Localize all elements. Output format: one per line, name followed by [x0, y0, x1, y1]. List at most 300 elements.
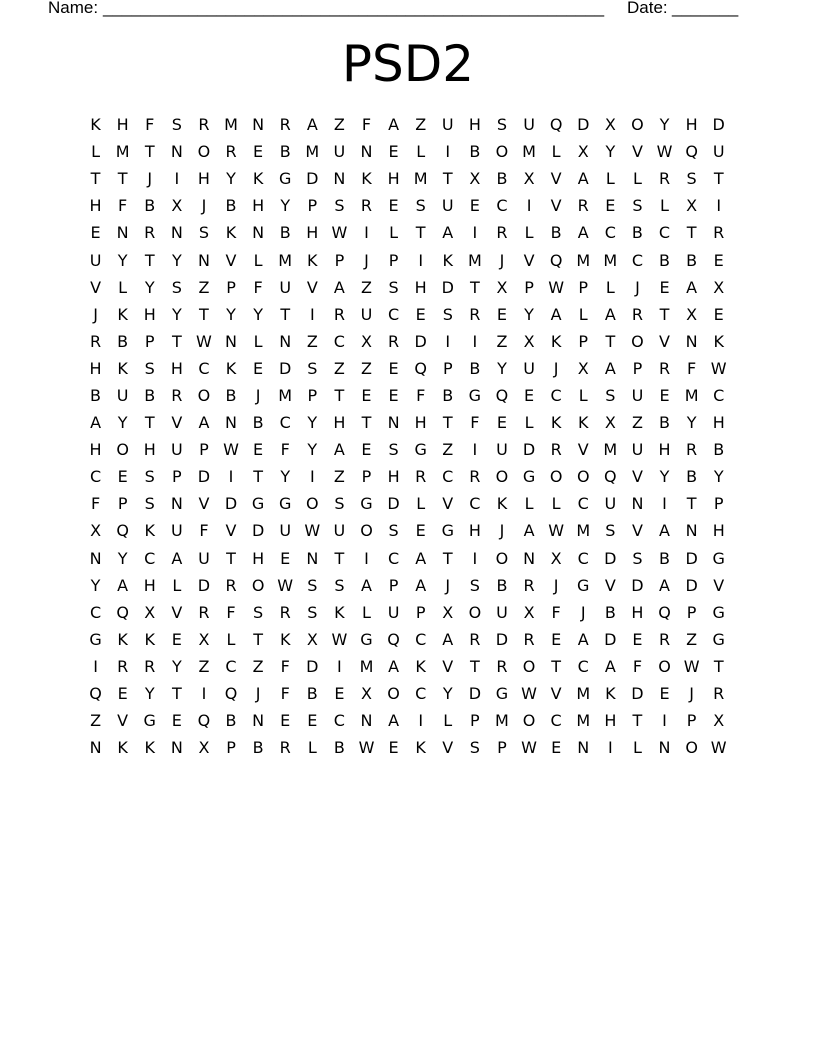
grid-letter: C	[225, 656, 237, 676]
grid-letter: X	[713, 711, 725, 731]
grid-letter: R	[360, 196, 373, 216]
grid-letter: R	[279, 738, 291, 758]
grid-letter: K	[361, 169, 372, 189]
grid-letter: N	[225, 413, 237, 433]
grid-letter: E	[496, 413, 507, 433]
grid-letter: K	[550, 331, 562, 351]
grid-letter: A	[333, 440, 345, 460]
grid-letter: K	[117, 629, 128, 649]
grid-letter: R	[388, 331, 400, 351]
date-field[interactable]: _______	[672, 0, 739, 17]
grid-letter: B	[496, 575, 508, 595]
grid-letter: E	[415, 304, 426, 324]
grid-letter: V	[577, 440, 589, 460]
grid-letter: B	[659, 413, 670, 433]
grid-letter: V	[442, 656, 454, 676]
grid-letter: M	[522, 142, 536, 162]
grid-letter: A	[442, 223, 454, 243]
grid-letter: R	[658, 629, 671, 649]
grid-letter: N	[387, 413, 400, 433]
grid-letter: U	[496, 440, 508, 460]
grid-letter: L	[118, 277, 128, 297]
grid-letter: P	[524, 277, 534, 297]
grid-letter: P	[199, 440, 209, 460]
grid-letter: N	[89, 548, 102, 568]
grid-letter: Z	[198, 656, 210, 676]
grid-letter: C	[577, 656, 589, 676]
grid-letter: N	[523, 548, 536, 568]
grid-letter: L	[226, 629, 236, 649]
grid-letter: N	[116, 223, 129, 243]
grid-letter: A	[523, 521, 535, 541]
grid-letter: P	[388, 250, 399, 270]
grid-letter: T	[171, 331, 182, 351]
grid-letter: X	[171, 196, 183, 216]
grid-letter: N	[170, 142, 183, 162]
grid-letter: H	[143, 304, 156, 324]
grid-letter: K	[144, 521, 155, 541]
grid-letter: T	[469, 656, 480, 676]
grid-letter: F	[199, 521, 209, 541]
grid-letter: F	[253, 277, 263, 297]
grid-letter: U	[333, 521, 346, 541]
grid-letter: A	[686, 277, 698, 297]
grid-letter: S	[605, 385, 616, 405]
grid-letter: B	[686, 467, 698, 487]
grid-letter: I	[228, 467, 234, 487]
grid-letter: O	[116, 440, 129, 460]
grid-letter: A	[659, 575, 670, 595]
grid-letter: P	[497, 738, 507, 758]
grid-letter: M	[684, 385, 699, 405]
grid-letter: Q	[604, 467, 617, 487]
grid-letter: O	[306, 494, 319, 514]
grid-letter: N	[360, 142, 373, 162]
grid-letter: W	[521, 684, 537, 704]
grid-letter: R	[658, 358, 671, 378]
grid-letter: I	[337, 656, 342, 676]
grid-letter: D	[197, 467, 211, 487]
grid-letter: P	[172, 467, 182, 487]
grid-letter: Y	[442, 684, 453, 704]
grid-letter: G	[279, 169, 292, 189]
grid-letter: U	[441, 196, 454, 216]
grid-letter: Z	[442, 440, 454, 460]
grid-letter: Q	[549, 115, 563, 135]
grid-letter: J	[255, 684, 261, 704]
grid-letter: P	[686, 711, 697, 731]
grid-letter: U	[523, 358, 535, 378]
grid-letter: B	[333, 738, 345, 758]
grid-letter: B	[279, 223, 291, 243]
grid-letter: K	[90, 115, 101, 135]
grid-letter: I	[364, 223, 369, 243]
grid-letter: T	[442, 548, 453, 568]
grid-letter: Z	[333, 358, 345, 378]
grid-letter: H	[143, 440, 156, 460]
grid-letter: M	[467, 250, 482, 270]
grid-letter: X	[713, 277, 725, 297]
word-search-grid	[82, 111, 732, 761]
grid-letter: O	[631, 115, 644, 135]
grid-letter: Q	[495, 385, 509, 405]
grid-letter: C	[604, 223, 616, 243]
grid-letter: N	[658, 738, 671, 758]
grid-letter: K	[225, 358, 237, 378]
grid-letter: D	[522, 440, 536, 460]
grid-row	[82, 490, 732, 517]
grid-letter: R	[225, 142, 237, 162]
grid-letter: N	[252, 711, 265, 731]
grid-letter: A	[306, 115, 318, 135]
grid-row	[82, 517, 732, 544]
grid-letter: Q	[414, 358, 427, 378]
grid-letter: S	[442, 304, 453, 324]
grid-letter: M	[576, 521, 591, 541]
grid-letter: Y	[524, 304, 534, 324]
grid-letter: Y	[713, 467, 724, 487]
grid-letter: R	[713, 223, 725, 243]
grid-letter: O	[549, 467, 563, 487]
grid-letter: T	[605, 331, 616, 351]
grid-letter: I	[526, 196, 532, 216]
grid-letter: B	[469, 358, 481, 378]
grid-row	[82, 409, 732, 436]
grid-letter: Z	[333, 467, 345, 487]
grid-letter: A	[550, 304, 562, 324]
grid-letter: Y	[144, 684, 155, 704]
grid-letter: U	[360, 304, 373, 324]
grid-letter: E	[280, 711, 291, 731]
grid-letter: Z	[252, 656, 264, 676]
grid-letter: Y	[497, 358, 507, 378]
grid-letter: M	[576, 250, 591, 270]
grid-letter: R	[279, 115, 291, 135]
grid-letter: S	[334, 494, 345, 514]
grid-letter: F	[145, 115, 155, 135]
grid-letter: P	[470, 711, 480, 731]
grid-letter: V	[523, 250, 535, 270]
grid-letter: V	[442, 738, 454, 758]
grid-letter: C	[144, 548, 156, 568]
grid-letter: H	[252, 196, 265, 216]
grid-letter: A	[604, 656, 616, 676]
grid-letter: Y	[171, 304, 182, 324]
grid-letter: F	[280, 684, 290, 704]
grid-letter: L	[389, 223, 399, 243]
grid-letter: H	[387, 467, 400, 487]
grid-letter: T	[334, 548, 345, 568]
grid-letter: A	[388, 115, 400, 135]
grid-letter: B	[225, 711, 237, 731]
grid-letter: D	[306, 656, 319, 676]
grid-letter: A	[415, 575, 427, 595]
grid-letter: Z	[415, 115, 427, 135]
grid-letter: S	[144, 467, 155, 487]
grid-letter: X	[550, 548, 562, 568]
grid-letter: B	[252, 413, 264, 433]
grid-letter: D	[468, 684, 482, 704]
grid-letter: W	[656, 142, 673, 162]
grid-letter: O	[631, 331, 644, 351]
grid-letter: U	[712, 142, 725, 162]
grid-letter: V	[198, 494, 210, 514]
grid-letter: U	[198, 548, 210, 568]
grid-letter: A	[577, 223, 589, 243]
grid-letter: L	[91, 142, 100, 162]
grid-letter: D	[631, 575, 644, 595]
grid-letter: T	[117, 169, 128, 189]
grid-letter: F	[632, 656, 643, 676]
grid-letter: G	[414, 440, 427, 460]
grid-letter: Y	[659, 115, 670, 135]
grid-letter: Q	[197, 711, 211, 731]
grid-letter: X	[577, 358, 589, 378]
grid-letter: B	[279, 142, 291, 162]
grid-letter: G	[360, 629, 373, 649]
grid-letter: S	[198, 223, 209, 243]
grid-letter: A	[198, 413, 210, 433]
grid-letter: F	[90, 494, 101, 514]
grid-letter: B	[442, 385, 454, 405]
grid-letter: K	[334, 602, 345, 622]
grid-letter: J	[499, 521, 505, 541]
grid-letter: T	[90, 169, 101, 189]
grid-letter: A	[117, 575, 129, 595]
grid-letter: X	[469, 169, 481, 189]
grid-letter: X	[90, 521, 102, 541]
grid-letter: R	[171, 385, 183, 405]
grid-letter: F	[470, 413, 480, 433]
grid-letter: L	[416, 142, 426, 162]
grid-letter: U	[387, 602, 400, 622]
grid-letter: I	[662, 711, 667, 731]
grid-letter: D	[495, 629, 509, 649]
grid-letter: Y	[226, 169, 236, 189]
grid-letter: F	[226, 602, 236, 622]
date-label: Date:	[627, 0, 668, 17]
grid-letter: L	[307, 738, 317, 758]
grid-letter: U	[604, 494, 617, 514]
grid-letter: N	[279, 331, 292, 351]
grid-letter: I	[472, 440, 478, 460]
grid-letter: U	[631, 385, 644, 405]
grid-letter: K	[117, 738, 128, 758]
grid-letter: X	[306, 629, 318, 649]
grid-letter: H	[604, 711, 617, 731]
grid-letter: R	[225, 575, 237, 595]
grid-letter: T	[686, 223, 697, 243]
grid-letter: N	[685, 331, 698, 351]
grid-letter: W	[548, 277, 565, 297]
grid-letter: T	[442, 413, 453, 433]
name-field[interactable]: _____________________________________________________	[103, 0, 605, 17]
grid-letter: E	[605, 196, 616, 216]
grid-letter: L	[551, 494, 561, 514]
grid-letter: I	[418, 711, 424, 731]
grid-letter: R	[713, 684, 725, 704]
grid-letter: J	[499, 250, 505, 270]
grid-letter: L	[524, 413, 534, 433]
grid-letter: K	[117, 304, 128, 324]
grid-letter: S	[144, 358, 155, 378]
grid-letter: E	[90, 223, 101, 243]
grid-letter: E	[334, 684, 345, 704]
grid-letter: E	[280, 548, 291, 568]
grid-letter: D	[604, 548, 617, 568]
grid-letter: O	[495, 142, 509, 162]
grid-letter: Y	[280, 196, 291, 216]
page-title: PSD2	[341, 35, 475, 93]
grid-letter: J	[689, 684, 694, 704]
grid-letter: R	[333, 304, 345, 324]
grid-letter: R	[469, 467, 481, 487]
grid-letter: V	[225, 521, 237, 541]
grid-letter: N	[170, 223, 183, 243]
grid-row	[82, 463, 732, 490]
grid-letter: Y	[144, 277, 155, 297]
grid-letter: M	[576, 711, 591, 731]
name-label: Name:	[48, 0, 99, 17]
grid-letter: F	[551, 602, 561, 622]
grid-letter: H	[414, 277, 427, 297]
grid-letter: O	[576, 467, 590, 487]
grid-letter: H	[306, 223, 319, 243]
grid-letter: E	[551, 629, 562, 649]
grid-letter: U	[89, 250, 102, 270]
grid-letter: B	[713, 440, 725, 460]
grid-letter: C	[631, 250, 643, 270]
grid-letter: M	[115, 142, 130, 162]
grid-letter: L	[605, 169, 615, 189]
grid-letter: W	[358, 738, 375, 758]
grid-letter: X	[577, 142, 589, 162]
grid-letter: Y	[659, 467, 670, 487]
grid-letter: F	[687, 358, 697, 378]
grid-letter: R	[550, 440, 562, 460]
grid-letter: V	[631, 142, 643, 162]
grid-letter: Q	[685, 142, 698, 162]
grid-letter: T	[171, 684, 182, 704]
grid-letter: M	[278, 250, 293, 270]
grid-letter: T	[659, 304, 670, 324]
grid-row	[82, 111, 732, 138]
grid-letter: L	[172, 575, 182, 595]
grid-letter: T	[253, 629, 263, 649]
grid-letter: U	[116, 385, 129, 405]
grid-letter: I	[93, 656, 98, 676]
grid-letter: B	[252, 738, 264, 758]
grid-letter: E	[253, 142, 264, 162]
grid-letter: E	[551, 738, 562, 758]
grid-letter: C	[496, 196, 508, 216]
grid-letter: K	[577, 413, 589, 433]
grid-letter: T	[144, 142, 155, 162]
grid-letter: J	[553, 358, 559, 378]
grid-letter: N	[89, 738, 102, 758]
grid-letter: W	[223, 440, 239, 460]
grid-letter: L	[605, 277, 615, 297]
grid-letter: E	[659, 277, 670, 297]
grid-letter: I	[472, 331, 478, 351]
grid-letter: H	[468, 521, 481, 541]
grid-letter: K	[415, 656, 426, 676]
grid-letter: N	[360, 711, 373, 731]
grid-letter: U	[631, 440, 644, 460]
grid-letter: T	[361, 413, 372, 433]
grid-row	[82, 328, 732, 355]
grid-letter: S	[632, 196, 643, 216]
grid-letter: E	[388, 196, 399, 216]
grid-letter: H	[685, 115, 698, 135]
grid-letter: R	[523, 575, 535, 595]
grid-letter: K	[252, 169, 264, 189]
grid-letter: M	[305, 142, 320, 162]
grid-letter: B	[686, 250, 698, 270]
grid-letter: Q	[224, 684, 238, 704]
grid-letter: T	[551, 656, 562, 676]
grid-row	[82, 219, 732, 246]
grid-letter: B	[659, 250, 670, 270]
grid-letter: Z	[90, 711, 102, 731]
grid-letter: M	[495, 711, 509, 731]
grid-letter: R	[496, 656, 508, 676]
grid-letter: J	[255, 385, 261, 405]
grid-row	[82, 192, 732, 219]
grid-letter: D	[712, 115, 725, 135]
grid-letter: M	[603, 440, 618, 460]
grid-letter: G	[577, 575, 590, 595]
grid-letter: W	[331, 629, 348, 649]
grid-letter: J	[445, 575, 451, 595]
grid-letter: W	[710, 358, 727, 378]
grid-letter: V	[171, 413, 183, 433]
grid-letter: P	[361, 467, 372, 487]
grid-letter: K	[713, 331, 724, 351]
grid-letter: A	[388, 711, 400, 731]
grid-row	[82, 382, 732, 409]
grid-letter: Y	[171, 656, 182, 676]
grid-letter: T	[442, 169, 453, 189]
grid-letter: S	[334, 575, 345, 595]
grid-letter: T	[713, 656, 724, 676]
grid-letter: E	[361, 385, 372, 405]
grid-letter: D	[604, 629, 617, 649]
grid-letter: P	[388, 575, 399, 595]
grid-letter: T	[280, 304, 291, 324]
grid-letter: R	[279, 602, 291, 622]
grid-letter: D	[685, 548, 698, 568]
grid-letter: C	[333, 331, 345, 351]
grid-letter: N	[170, 738, 183, 758]
grid-letter: E	[415, 521, 426, 541]
grid-letter: Y	[117, 413, 128, 433]
grid-letter: O	[522, 656, 536, 676]
grid-letter: Q	[658, 602, 671, 622]
grid-letter: N	[252, 115, 265, 135]
grid-letter: G	[441, 521, 454, 541]
grid-letter: G	[495, 684, 509, 704]
grid-letter: O	[360, 521, 373, 541]
grid-letter: H	[631, 602, 644, 622]
grid-letter: O	[197, 385, 211, 405]
grid-letter: V	[550, 684, 562, 704]
grid-letter: S	[144, 494, 155, 514]
grid-letter: N	[577, 738, 590, 758]
grid-letter: G	[712, 629, 725, 649]
grid-letter: F	[280, 440, 290, 460]
grid-letter: W	[548, 521, 565, 541]
